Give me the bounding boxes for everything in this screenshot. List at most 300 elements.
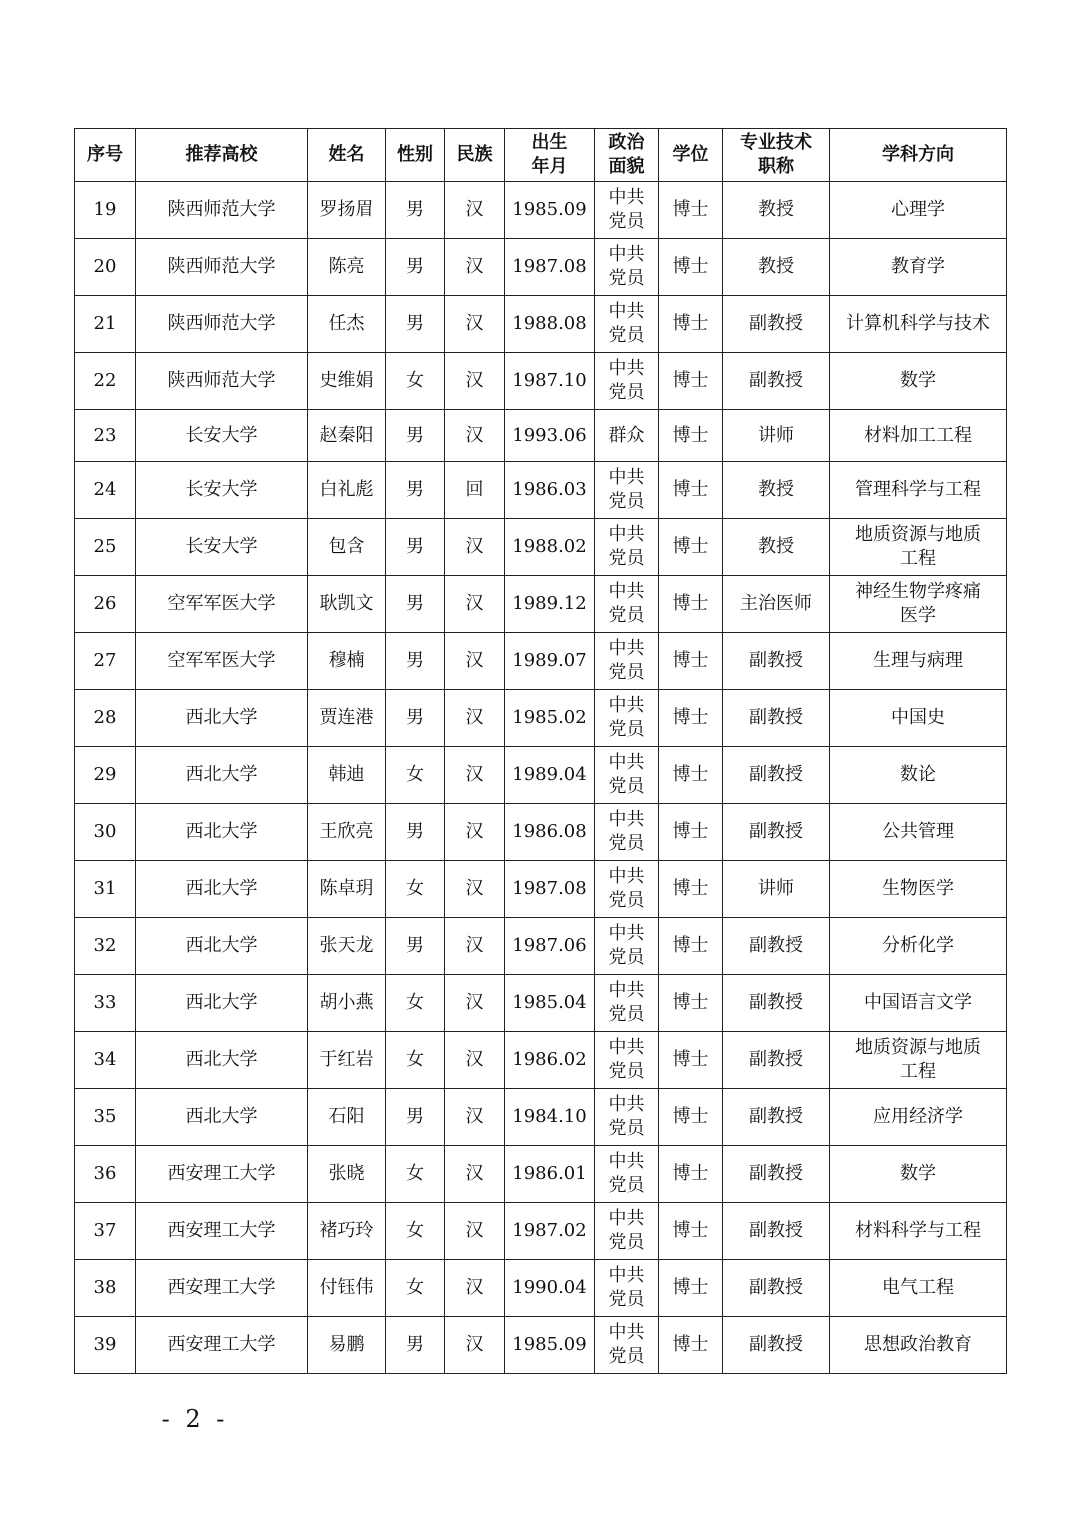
cell-political-line2: 党员 — [608, 947, 645, 968]
cell-discipline-line1: 生物医学 — [882, 878, 954, 899]
cell-discipline-line1: 电气工程 — [882, 1277, 954, 1298]
cell-title: 教授 — [723, 462, 830, 519]
cell-degree: 博士 — [659, 182, 723, 239]
cell-political-line2: 党员 — [608, 548, 645, 569]
cell-ethnicity: 回 — [445, 462, 505, 519]
cell-birth: 1989.04 — [505, 747, 595, 804]
cell-political — [595, 182, 659, 239]
cell-degree: 博士 — [659, 918, 723, 975]
cell-school: 空军军医大学 — [136, 576, 308, 633]
header-gender: 性别 — [386, 129, 445, 182]
cell-ethnicity: 汉 — [445, 1317, 505, 1374]
cell-gender: 女 — [386, 353, 445, 410]
header-ethnicity: 民族 — [445, 129, 505, 182]
cell-discipline — [830, 576, 1007, 633]
page-number: - 2 - — [161, 1405, 229, 1433]
cell-seq: 39 — [75, 1317, 136, 1374]
cell-title: 副教授 — [723, 804, 830, 861]
cell-discipline — [830, 1089, 1007, 1146]
cell-gender: 男 — [386, 1089, 445, 1146]
cell-birth: 1990.04 — [505, 1260, 595, 1317]
cell-birth: 1989.07 — [505, 633, 595, 690]
table-row — [75, 975, 1007, 1032]
cell-discipline-line1: 管理科学与工程 — [855, 479, 981, 500]
cell-discipline — [830, 975, 1007, 1032]
cell-political-line1: 中共 — [608, 1037, 645, 1058]
header-title — [723, 129, 830, 182]
cell-title: 主治医师 — [723, 576, 830, 633]
cell-birth: 1987.08 — [505, 861, 595, 918]
cell-title: 副教授 — [723, 1260, 830, 1317]
cell-birth: 1986.08 — [505, 804, 595, 861]
cell-birth: 1984.10 — [505, 1089, 595, 1146]
cell-seq: 38 — [75, 1260, 136, 1317]
cell-discipline-line1: 教育学 — [891, 256, 945, 277]
cell-seq: 33 — [75, 975, 136, 1032]
cell-degree: 博士 — [659, 1089, 723, 1146]
cell-title: 副教授 — [723, 296, 830, 353]
cell-name: 穆楠 — [308, 633, 386, 690]
cell-political-line2: 党员 — [608, 1289, 645, 1310]
cell-name: 任杰 — [308, 296, 386, 353]
cell-school: 空军军医大学 — [136, 633, 308, 690]
cell-political-line2: 党员 — [608, 211, 645, 232]
cell-discipline-line1: 神经生物学疼痛 — [855, 581, 981, 602]
cell-degree: 博士 — [659, 296, 723, 353]
cell-discipline-line1: 数学 — [900, 1163, 936, 1184]
cell-degree: 博士 — [659, 1317, 723, 1374]
cell-discipline-line1: 生理与病理 — [873, 650, 963, 671]
cell-name: 王欣亮 — [308, 804, 386, 861]
cell-school: 西北大学 — [136, 747, 308, 804]
table-row — [75, 633, 1007, 690]
cell-political-line2: 党员 — [608, 1004, 645, 1025]
cell-discipline — [830, 239, 1007, 296]
cell-birth: 1993.06 — [505, 410, 595, 462]
cell-political-line2: 党员 — [608, 833, 645, 854]
cell-school: 西北大学 — [136, 1089, 308, 1146]
cell-ethnicity: 汉 — [445, 1089, 505, 1146]
cell-discipline — [830, 296, 1007, 353]
cell-political-line2: 党员 — [608, 890, 645, 911]
cell-school: 西北大学 — [136, 918, 308, 975]
cell-discipline — [830, 410, 1007, 462]
cell-degree: 博士 — [659, 975, 723, 1032]
cell-title: 副教授 — [723, 1203, 830, 1260]
cell-seq: 22 — [75, 353, 136, 410]
cell-title: 副教授 — [723, 1317, 830, 1374]
cell-birth: 1986.02 — [505, 1032, 595, 1089]
cell-political-line2: 党员 — [608, 1346, 645, 1367]
cell-name: 耿凯文 — [308, 576, 386, 633]
cell-gender: 男 — [386, 462, 445, 519]
cell-school: 西安理工大学 — [136, 1146, 308, 1203]
cell-gender: 女 — [386, 975, 445, 1032]
cell-political-line1: 中共 — [608, 358, 645, 379]
cell-birth: 1985.04 — [505, 975, 595, 1032]
cell-degree: 博士 — [659, 690, 723, 747]
cell-seq: 27 — [75, 633, 136, 690]
cell-seq: 36 — [75, 1146, 136, 1203]
cell-political-line2: 党员 — [608, 325, 645, 346]
cell-name: 陈卓玥 — [308, 861, 386, 918]
cell-political-line2: 党员 — [608, 268, 645, 289]
cell-title: 副教授 — [723, 633, 830, 690]
cell-birth: 1986.03 — [505, 462, 595, 519]
cell-gender: 男 — [386, 690, 445, 747]
cell-degree: 博士 — [659, 804, 723, 861]
cell-discipline-line1: 应用经济学 — [873, 1106, 963, 1127]
cell-degree: 博士 — [659, 239, 723, 296]
header-name: 姓名 — [308, 129, 386, 182]
cell-birth: 1988.02 — [505, 519, 595, 576]
cell-birth: 1987.02 — [505, 1203, 595, 1260]
cell-political — [595, 519, 659, 576]
cell-gender: 女 — [386, 1146, 445, 1203]
cell-discipline-line1: 地质资源与地质 — [855, 1037, 981, 1058]
table-row — [75, 804, 1007, 861]
candidate-table — [74, 128, 1007, 1374]
cell-ethnicity: 汉 — [445, 1203, 505, 1260]
cell-political — [595, 1146, 659, 1203]
cell-political-line1: 中共 — [608, 1322, 645, 1343]
cell-discipline-line1: 分析化学 — [882, 935, 954, 956]
cell-political — [595, 1260, 659, 1317]
cell-ethnicity: 汉 — [445, 576, 505, 633]
header-birth-line1: 出生 — [531, 132, 568, 153]
cell-discipline-line2: 工程 — [900, 548, 936, 569]
cell-political — [595, 353, 659, 410]
header-birth — [505, 129, 595, 182]
cell-political — [595, 1317, 659, 1374]
header-political-line1: 政治 — [608, 132, 645, 153]
cell-political — [595, 861, 659, 918]
cell-political — [595, 747, 659, 804]
cell-political-line1: 中共 — [608, 866, 645, 887]
cell-birth: 1986.01 — [505, 1146, 595, 1203]
table-row — [75, 1089, 1007, 1146]
cell-name: 贾连港 — [308, 690, 386, 747]
cell-ethnicity: 汉 — [445, 747, 505, 804]
cell-political-line1: 中共 — [608, 809, 645, 830]
table-row — [75, 353, 1007, 410]
cell-school: 西安理工大学 — [136, 1260, 308, 1317]
table-row — [75, 576, 1007, 633]
cell-school: 西北大学 — [136, 1032, 308, 1089]
table-row — [75, 462, 1007, 519]
cell-political — [595, 633, 659, 690]
cell-discipline — [830, 804, 1007, 861]
cell-discipline — [830, 690, 1007, 747]
cell-political-line1: 中共 — [608, 301, 645, 322]
cell-gender: 男 — [386, 918, 445, 975]
table-row — [75, 690, 1007, 747]
cell-degree: 博士 — [659, 747, 723, 804]
cell-political — [595, 690, 659, 747]
cell-discipline — [830, 861, 1007, 918]
cell-seq: 25 — [75, 519, 136, 576]
cell-political-line1: 中共 — [608, 187, 645, 208]
cell-ethnicity: 汉 — [445, 296, 505, 353]
cell-name: 罗扬眉 — [308, 182, 386, 239]
cell-name: 胡小燕 — [308, 975, 386, 1032]
cell-political — [595, 1032, 659, 1089]
cell-ethnicity: 汉 — [445, 1260, 505, 1317]
cell-seq: 21 — [75, 296, 136, 353]
table-row — [75, 239, 1007, 296]
cell-school: 陕西师范大学 — [136, 353, 308, 410]
cell-gender: 女 — [386, 1203, 445, 1260]
cell-discipline-line1: 中国语言文学 — [864, 992, 972, 1013]
cell-discipline-line1: 数论 — [900, 764, 936, 785]
cell-title: 副教授 — [723, 918, 830, 975]
cell-discipline-line1: 公共管理 — [882, 821, 954, 842]
cell-political-line1: 中共 — [608, 923, 645, 944]
cell-political-line1: 中共 — [608, 1094, 645, 1115]
cell-political-line2: 党员 — [608, 1175, 645, 1196]
cell-discipline — [830, 1317, 1007, 1374]
cell-title: 副教授 — [723, 975, 830, 1032]
cell-school: 西北大学 — [136, 690, 308, 747]
cell-gender: 女 — [386, 861, 445, 918]
table-row — [75, 1260, 1007, 1317]
cell-seq: 28 — [75, 690, 136, 747]
cell-ethnicity: 汉 — [445, 975, 505, 1032]
cell-political-line2: 党员 — [608, 776, 645, 797]
cell-school: 西安理工大学 — [136, 1317, 308, 1374]
header-title-line1: 专业技术 — [740, 132, 812, 153]
cell-ethnicity: 汉 — [445, 918, 505, 975]
table-row — [75, 296, 1007, 353]
cell-seq: 24 — [75, 462, 136, 519]
cell-ethnicity: 汉 — [445, 519, 505, 576]
cell-political — [595, 1089, 659, 1146]
table-row — [75, 1032, 1007, 1089]
cell-political — [595, 410, 659, 462]
cell-seq: 35 — [75, 1089, 136, 1146]
cell-political-line1: 中共 — [608, 244, 645, 265]
cell-title: 副教授 — [723, 690, 830, 747]
table-row — [75, 410, 1007, 462]
cell-discipline-line1: 材料科学与工程 — [855, 1220, 981, 1241]
cell-title: 讲师 — [723, 861, 830, 918]
cell-title: 副教授 — [723, 1089, 830, 1146]
cell-seq: 34 — [75, 1032, 136, 1089]
cell-gender: 男 — [386, 633, 445, 690]
cell-school: 西北大学 — [136, 804, 308, 861]
cell-political-line2: 党员 — [608, 382, 645, 403]
cell-political — [595, 576, 659, 633]
cell-discipline-line1: 中国史 — [891, 707, 945, 728]
cell-political-line1: 中共 — [608, 1151, 645, 1172]
cell-birth: 1987.08 — [505, 239, 595, 296]
cell-title: 副教授 — [723, 1146, 830, 1203]
cell-discipline-line2: 医学 — [900, 605, 936, 626]
cell-school: 陕西师范大学 — [136, 296, 308, 353]
cell-gender: 男 — [386, 576, 445, 633]
cell-political-line2: 党员 — [608, 491, 645, 512]
table-row — [75, 747, 1007, 804]
cell-discipline-line1: 地质资源与地质 — [855, 524, 981, 545]
cell-name: 张天龙 — [308, 918, 386, 975]
cell-political — [595, 1203, 659, 1260]
cell-degree: 博士 — [659, 1260, 723, 1317]
header-political — [595, 129, 659, 182]
cell-discipline — [830, 633, 1007, 690]
cell-discipline-line1: 材料加工工程 — [864, 424, 972, 446]
cell-ethnicity: 汉 — [445, 410, 505, 462]
cell-title: 教授 — [723, 519, 830, 576]
cell-birth: 1987.06 — [505, 918, 595, 975]
cell-degree: 博士 — [659, 1146, 723, 1203]
cell-political — [595, 804, 659, 861]
header-title-line2: 职称 — [758, 156, 794, 177]
cell-discipline-line2: 工程 — [900, 1061, 936, 1082]
cell-school: 长安大学 — [136, 410, 308, 462]
cell-ethnicity: 汉 — [445, 1032, 505, 1089]
cell-seq: 29 — [75, 747, 136, 804]
cell-name: 于红岩 — [308, 1032, 386, 1089]
table-row — [75, 1203, 1007, 1260]
cell-school: 西北大学 — [136, 861, 308, 918]
cell-discipline — [830, 519, 1007, 576]
header-political-line2: 面貌 — [608, 156, 645, 177]
table-row — [75, 1146, 1007, 1203]
cell-discipline — [830, 1146, 1007, 1203]
cell-birth: 1988.08 — [505, 296, 595, 353]
cell-name: 石阳 — [308, 1089, 386, 1146]
cell-political-line1: 中共 — [608, 980, 645, 1001]
cell-political-line1: 中共 — [608, 695, 645, 716]
cell-ethnicity: 汉 — [445, 861, 505, 918]
cell-ethnicity: 汉 — [445, 182, 505, 239]
cell-ethnicity: 汉 — [445, 1146, 505, 1203]
table-row — [75, 861, 1007, 918]
cell-gender: 女 — [386, 747, 445, 804]
cell-school: 陕西师范大学 — [136, 182, 308, 239]
header-discipline: 学科方向 — [830, 129, 1007, 182]
cell-degree: 博士 — [659, 353, 723, 410]
cell-discipline-line1: 计算机科学与技术 — [846, 313, 990, 334]
cell-title: 副教授 — [723, 353, 830, 410]
cell-ethnicity: 汉 — [445, 804, 505, 861]
cell-name: 陈亮 — [308, 239, 386, 296]
cell-degree: 博士 — [659, 462, 723, 519]
cell-birth: 1989.12 — [505, 576, 595, 633]
cell-political-line1: 中共 — [608, 638, 645, 659]
cell-political-line2: 党员 — [608, 1232, 645, 1253]
cell-degree: 博士 — [659, 410, 723, 462]
cell-name: 褚巧玲 — [308, 1203, 386, 1260]
cell-birth: 1987.10 — [505, 353, 595, 410]
cell-political-line1: 中共 — [608, 581, 645, 602]
table-row — [75, 182, 1007, 239]
cell-name: 包含 — [308, 519, 386, 576]
cell-discipline — [830, 1032, 1007, 1089]
cell-gender: 女 — [386, 1032, 445, 1089]
cell-discipline — [830, 918, 1007, 975]
cell-gender: 男 — [386, 239, 445, 296]
cell-school: 长安大学 — [136, 462, 308, 519]
cell-ethnicity: 汉 — [445, 690, 505, 747]
cell-seq: 37 — [75, 1203, 136, 1260]
cell-degree: 博士 — [659, 519, 723, 576]
cell-political — [595, 462, 659, 519]
cell-birth: 1985.09 — [505, 182, 595, 239]
cell-school: 西北大学 — [136, 975, 308, 1032]
cell-birth: 1985.09 — [505, 1317, 595, 1374]
cell-political-line1: 群众 — [608, 424, 645, 446]
cell-title: 教授 — [723, 182, 830, 239]
header-degree: 学位 — [659, 129, 723, 182]
cell-gender: 男 — [386, 296, 445, 353]
cell-discipline — [830, 353, 1007, 410]
table-row — [75, 1317, 1007, 1374]
table-body — [75, 182, 1007, 1374]
cell-ethnicity: 汉 — [445, 239, 505, 296]
cell-degree: 博士 — [659, 1203, 723, 1260]
cell-political-line1: 中共 — [608, 524, 645, 545]
cell-school: 西安理工大学 — [136, 1203, 308, 1260]
cell-political — [595, 975, 659, 1032]
cell-degree: 博士 — [659, 633, 723, 690]
cell-political — [595, 296, 659, 353]
cell-title: 副教授 — [723, 747, 830, 804]
cell-political — [595, 918, 659, 975]
cell-name: 白礼彪 — [308, 462, 386, 519]
cell-discipline-line1: 数学 — [900, 370, 936, 391]
cell-title: 副教授 — [723, 1032, 830, 1089]
cell-title: 讲师 — [723, 410, 830, 462]
cell-political-line1: 中共 — [608, 467, 645, 488]
header-school: 推荐高校 — [136, 129, 308, 182]
cell-name: 史维娟 — [308, 353, 386, 410]
cell-school: 长安大学 — [136, 519, 308, 576]
table-row — [75, 918, 1007, 975]
cell-seq: 19 — [75, 182, 136, 239]
cell-degree: 博士 — [659, 1032, 723, 1089]
cell-seq: 30 — [75, 804, 136, 861]
cell-name: 赵秦阳 — [308, 410, 386, 462]
cell-gender: 男 — [386, 519, 445, 576]
cell-discipline — [830, 747, 1007, 804]
cell-gender: 男 — [386, 1317, 445, 1374]
cell-gender: 男 — [386, 410, 445, 462]
cell-name: 张晓 — [308, 1146, 386, 1203]
cell-discipline-line1: 心理学 — [891, 199, 945, 220]
cell-political-line2: 党员 — [608, 719, 645, 740]
table-header-row — [75, 129, 1007, 182]
table-row — [75, 519, 1007, 576]
cell-discipline — [830, 182, 1007, 239]
cell-birth: 1985.02 — [505, 690, 595, 747]
cell-seq: 32 — [75, 918, 136, 975]
cell-political-line2: 党员 — [608, 662, 645, 683]
header-birth-line2: 年月 — [531, 156, 568, 177]
cell-political-line1: 中共 — [608, 752, 645, 773]
cell-degree: 博士 — [659, 576, 723, 633]
cell-seq: 23 — [75, 410, 136, 462]
cell-gender: 男 — [386, 182, 445, 239]
cell-ethnicity: 汉 — [445, 633, 505, 690]
cell-ethnicity: 汉 — [445, 353, 505, 410]
cell-name: 韩迪 — [308, 747, 386, 804]
cell-gender: 女 — [386, 1260, 445, 1317]
cell-political-line2: 党员 — [608, 605, 645, 626]
cell-seq: 26 — [75, 576, 136, 633]
cell-seq: 20 — [75, 239, 136, 296]
cell-political-line1: 中共 — [608, 1265, 645, 1286]
